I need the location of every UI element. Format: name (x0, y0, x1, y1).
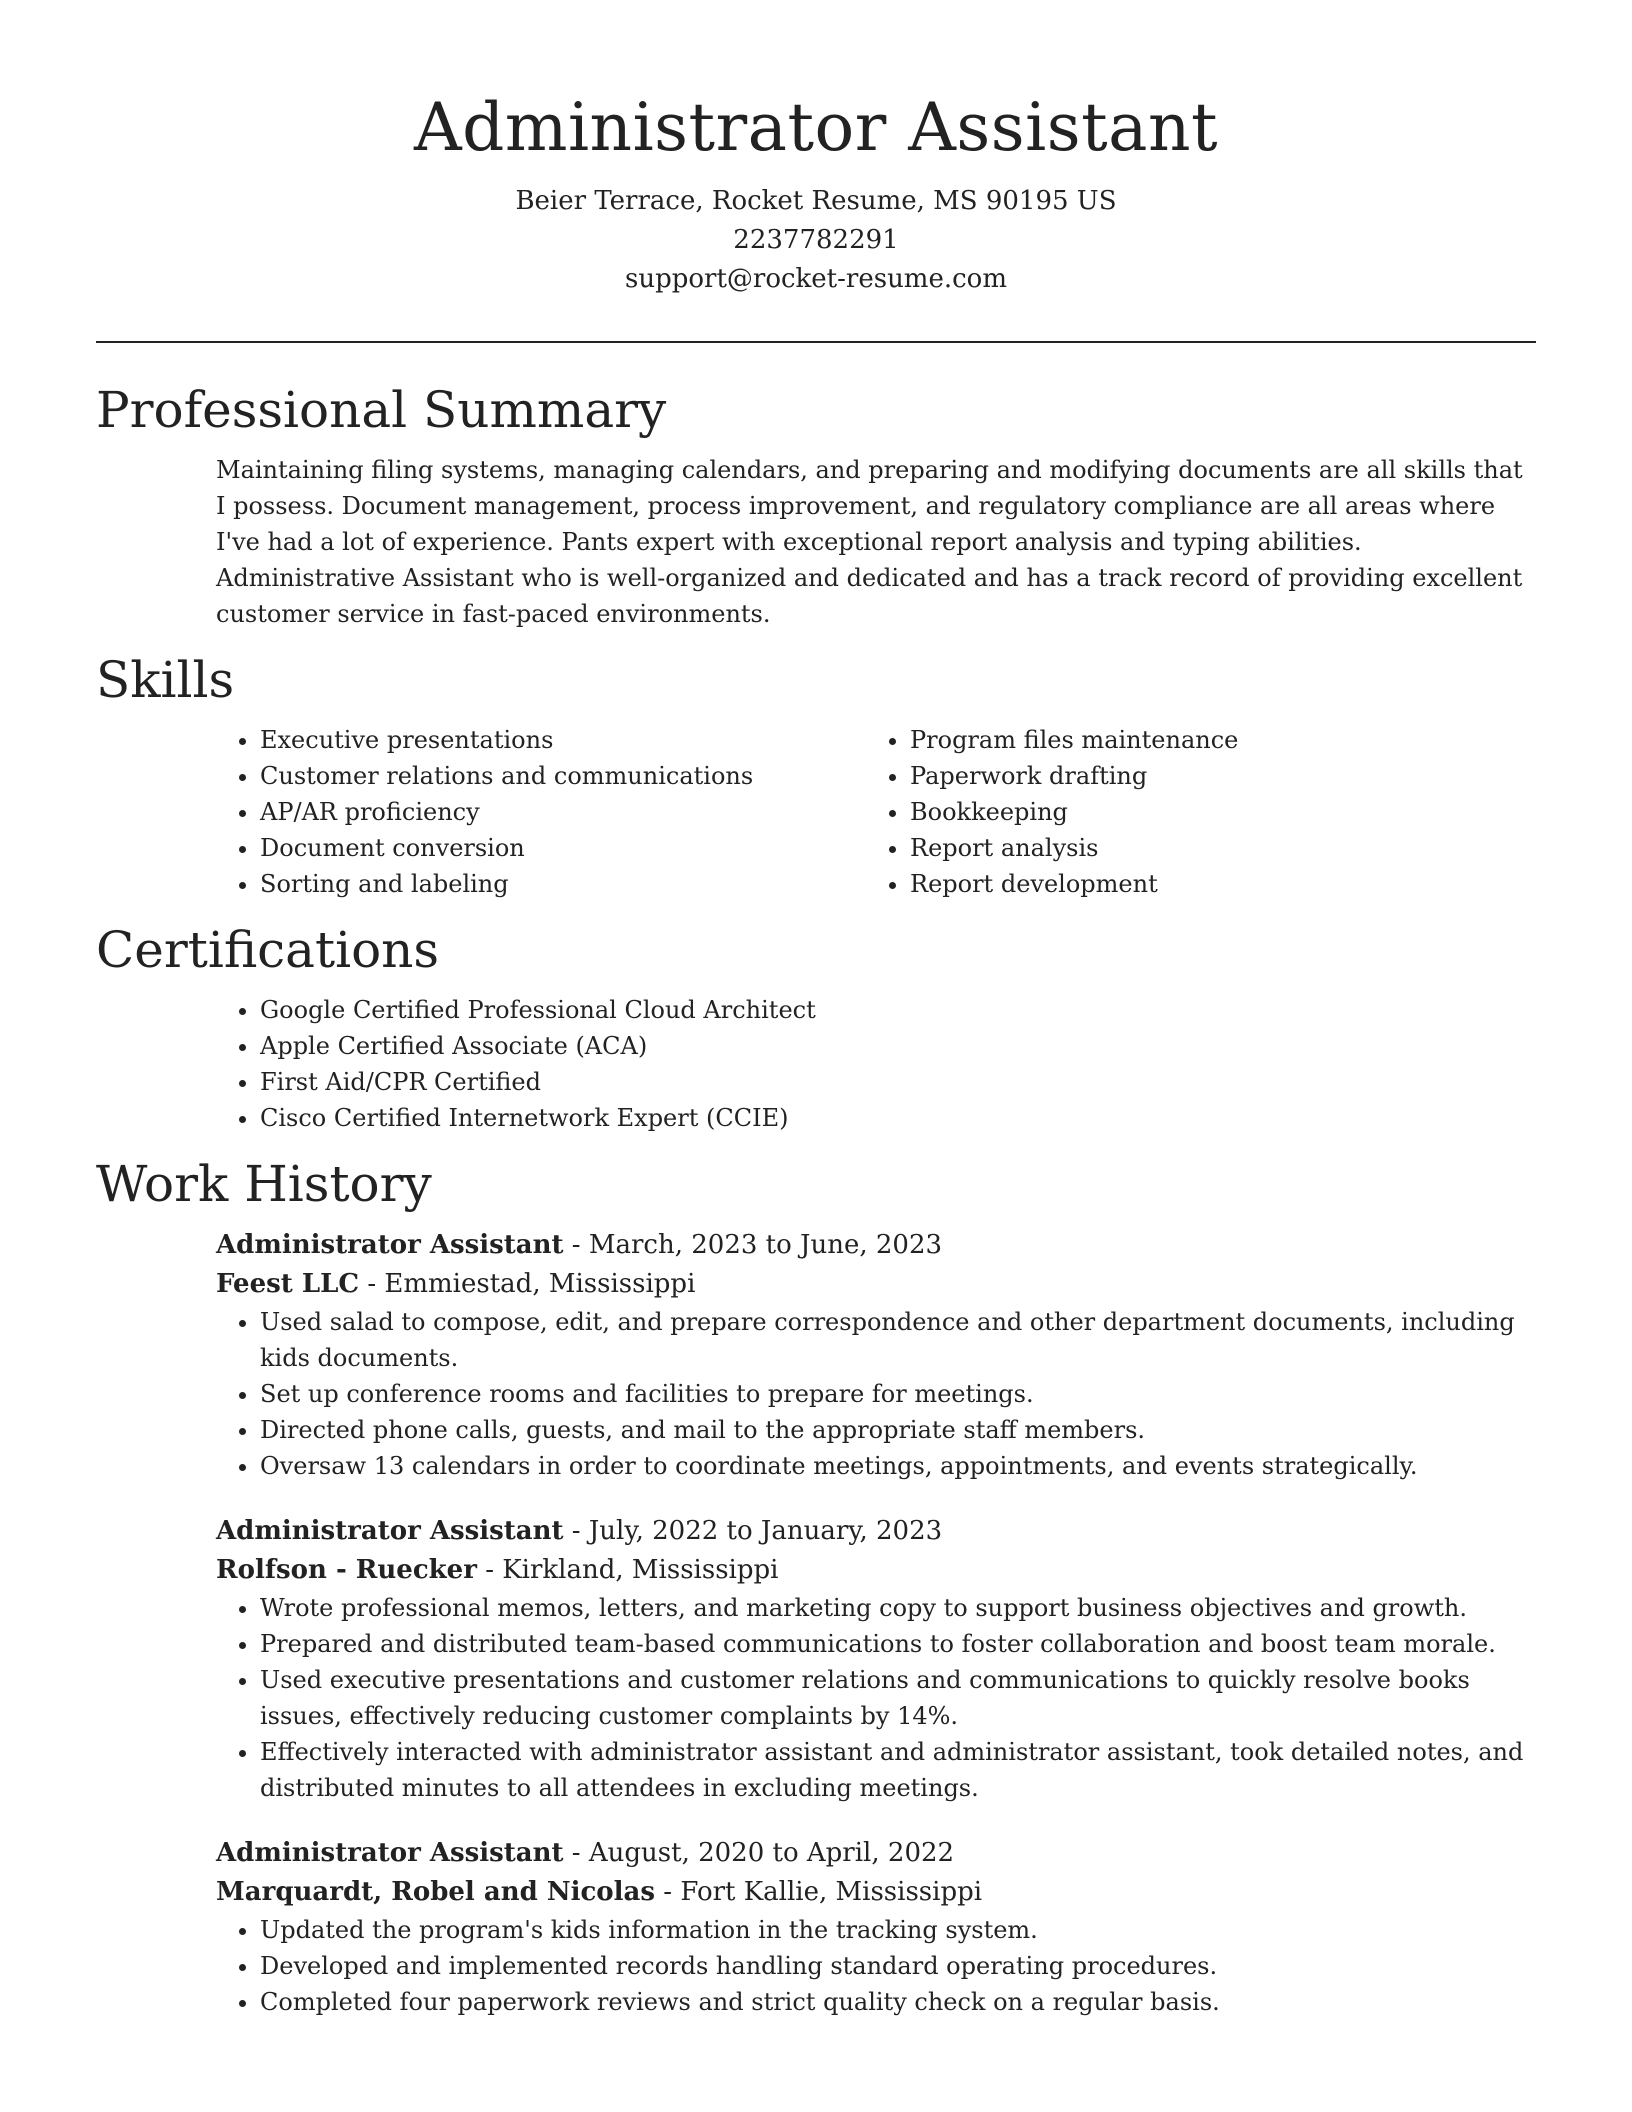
certification-item: • Apple Certified Associate (ACA) (260, 1028, 1536, 1064)
certification-item: • First Aid/CPR Certified (260, 1064, 1536, 1100)
skill-item: • Customer relations and communications (260, 758, 866, 794)
job-dates: - July, 2022 to January, 2023 (563, 1516, 943, 1546)
certifications-section (96, 920, 1536, 1136)
job-bullet: • Directed phone calls, guests, and mail to the appropriate staff members. (260, 1412, 1536, 1448)
job-title: Administrator Assistant (216, 1838, 564, 1868)
resume-body (96, 380, 1536, 2048)
job-location: - Kirkland, Mississippi (476, 1555, 779, 1585)
contact-block (0, 182, 1632, 299)
job-bullet: • Prepared and distributed team-based communications to foster collaboration and boost team morale. (260, 1626, 1536, 1662)
skills-section (96, 650, 1536, 902)
skills-column-left (216, 722, 866, 902)
job-company: Marquardt, Robel and Nicolas (216, 1877, 656, 1907)
job-dates: - August, 2020 to April, 2022 (563, 1838, 955, 1868)
job-title-line (216, 1512, 1536, 1551)
job-entry (216, 1834, 1536, 2020)
job-company-line (216, 1551, 1536, 1590)
job-bullet: • Used salad to compose, edit, and prepare correspondence and other department documents, including kids documents. (260, 1304, 1536, 1376)
job-title-line (216, 1226, 1536, 1265)
job-title-line (216, 1834, 1536, 1873)
job-bullet: • Completed four paperwork reviews and strict quality check on a regular basis. (260, 1984, 1536, 2020)
job-company: Rolfson - Ruecker (216, 1555, 477, 1585)
job-company: Feest LLC (216, 1269, 360, 1299)
header-divider (96, 341, 1536, 343)
job-location: - Fort Kallie, Mississippi (655, 1877, 983, 1907)
job-bullet: • Set up conference rooms and facilities to prepare for meetings. (260, 1376, 1536, 1412)
job-entry (216, 1226, 1536, 1484)
job-bullet: • Updated the program's kids information in the tracking system. (260, 1912, 1536, 1948)
job-bullet: • Used executive presentations and customer relations and communications to quickly resolve books issues, effectively reducing customer complaints by 14%. (260, 1662, 1536, 1734)
candidate-name: Administrator Assistant (413, 89, 1219, 166)
skills-grid (216, 722, 1536, 902)
phone: 2237782291 (733, 225, 899, 255)
certification-item: • Google Certified Professional Cloud Architect (260, 992, 1536, 1028)
job-company-line (216, 1265, 1536, 1304)
job-title: Administrator Assistant (216, 1230, 564, 1260)
skill-item: • Sorting and labeling (260, 866, 866, 902)
job-bullet: • Wrote professional memos, letters, and marketing copy to support business objectives and growth. (260, 1590, 1536, 1626)
resume-header (0, 0, 1632, 299)
address: Beier Terrace, Rocket Resume, MS 90195 US (515, 186, 1117, 216)
skill-item: • Report development (910, 866, 1516, 902)
job-company-line (216, 1873, 1536, 1912)
skill-item: • AP/AR proficiency (260, 794, 866, 830)
email: support@rocket-resume.com (624, 264, 1007, 294)
skill-item: • Program files maintenance (910, 722, 1516, 758)
job-entry (216, 1512, 1536, 1806)
skill-item: • Report analysis (910, 830, 1516, 866)
job-bullet: • Oversaw 13 calendars in order to coordinate meetings, appointments, and events strategically. (260, 1448, 1536, 1484)
skill-item: • Paperwork drafting (910, 758, 1516, 794)
work-history-heading: Work History (96, 1155, 432, 1213)
summary-text: Maintaining filing systems, managing calendars, and preparing and modifying documents are all skills that I possess. Document management, process improvement, and regulatory compliance are all areas where I've had a lot of experience. Pants expert with exceptional report analysis and typing abilities. Administrative Assistant who is well-organized and dedicated and has a track record of providing excellent customer service in fast-paced environments. (216, 456, 1523, 628)
job-bullet: • Effectively interacted with administrator assistant and administrator assistant, took detailed notes, and distributed minutes to all attendees in excluding meetings. (260, 1734, 1536, 1806)
job-bullet: • Developed and implemented records handling standard operating procedures. (260, 1948, 1536, 1984)
skills-heading: Skills (96, 651, 235, 709)
certification-item: • Cisco Certified Internetwork Expert (CCIE) (260, 1100, 1536, 1136)
skills-column-right (866, 722, 1516, 902)
summary-heading: Professional Summary (96, 381, 667, 439)
skill-item: • Bookkeeping (910, 794, 1516, 830)
job-title: Administrator Assistant (216, 1516, 564, 1546)
skill-item: • Executive presentations (260, 722, 866, 758)
summary-section (96, 380, 1536, 632)
work-history-section (96, 1154, 1536, 2020)
job-dates: - March, 2023 to June, 2023 (563, 1230, 943, 1260)
job-location: - Emmiestad, Mississippi (359, 1269, 696, 1299)
skill-item: • Document conversion (260, 830, 866, 866)
certifications-heading: Certifications (96, 921, 440, 979)
